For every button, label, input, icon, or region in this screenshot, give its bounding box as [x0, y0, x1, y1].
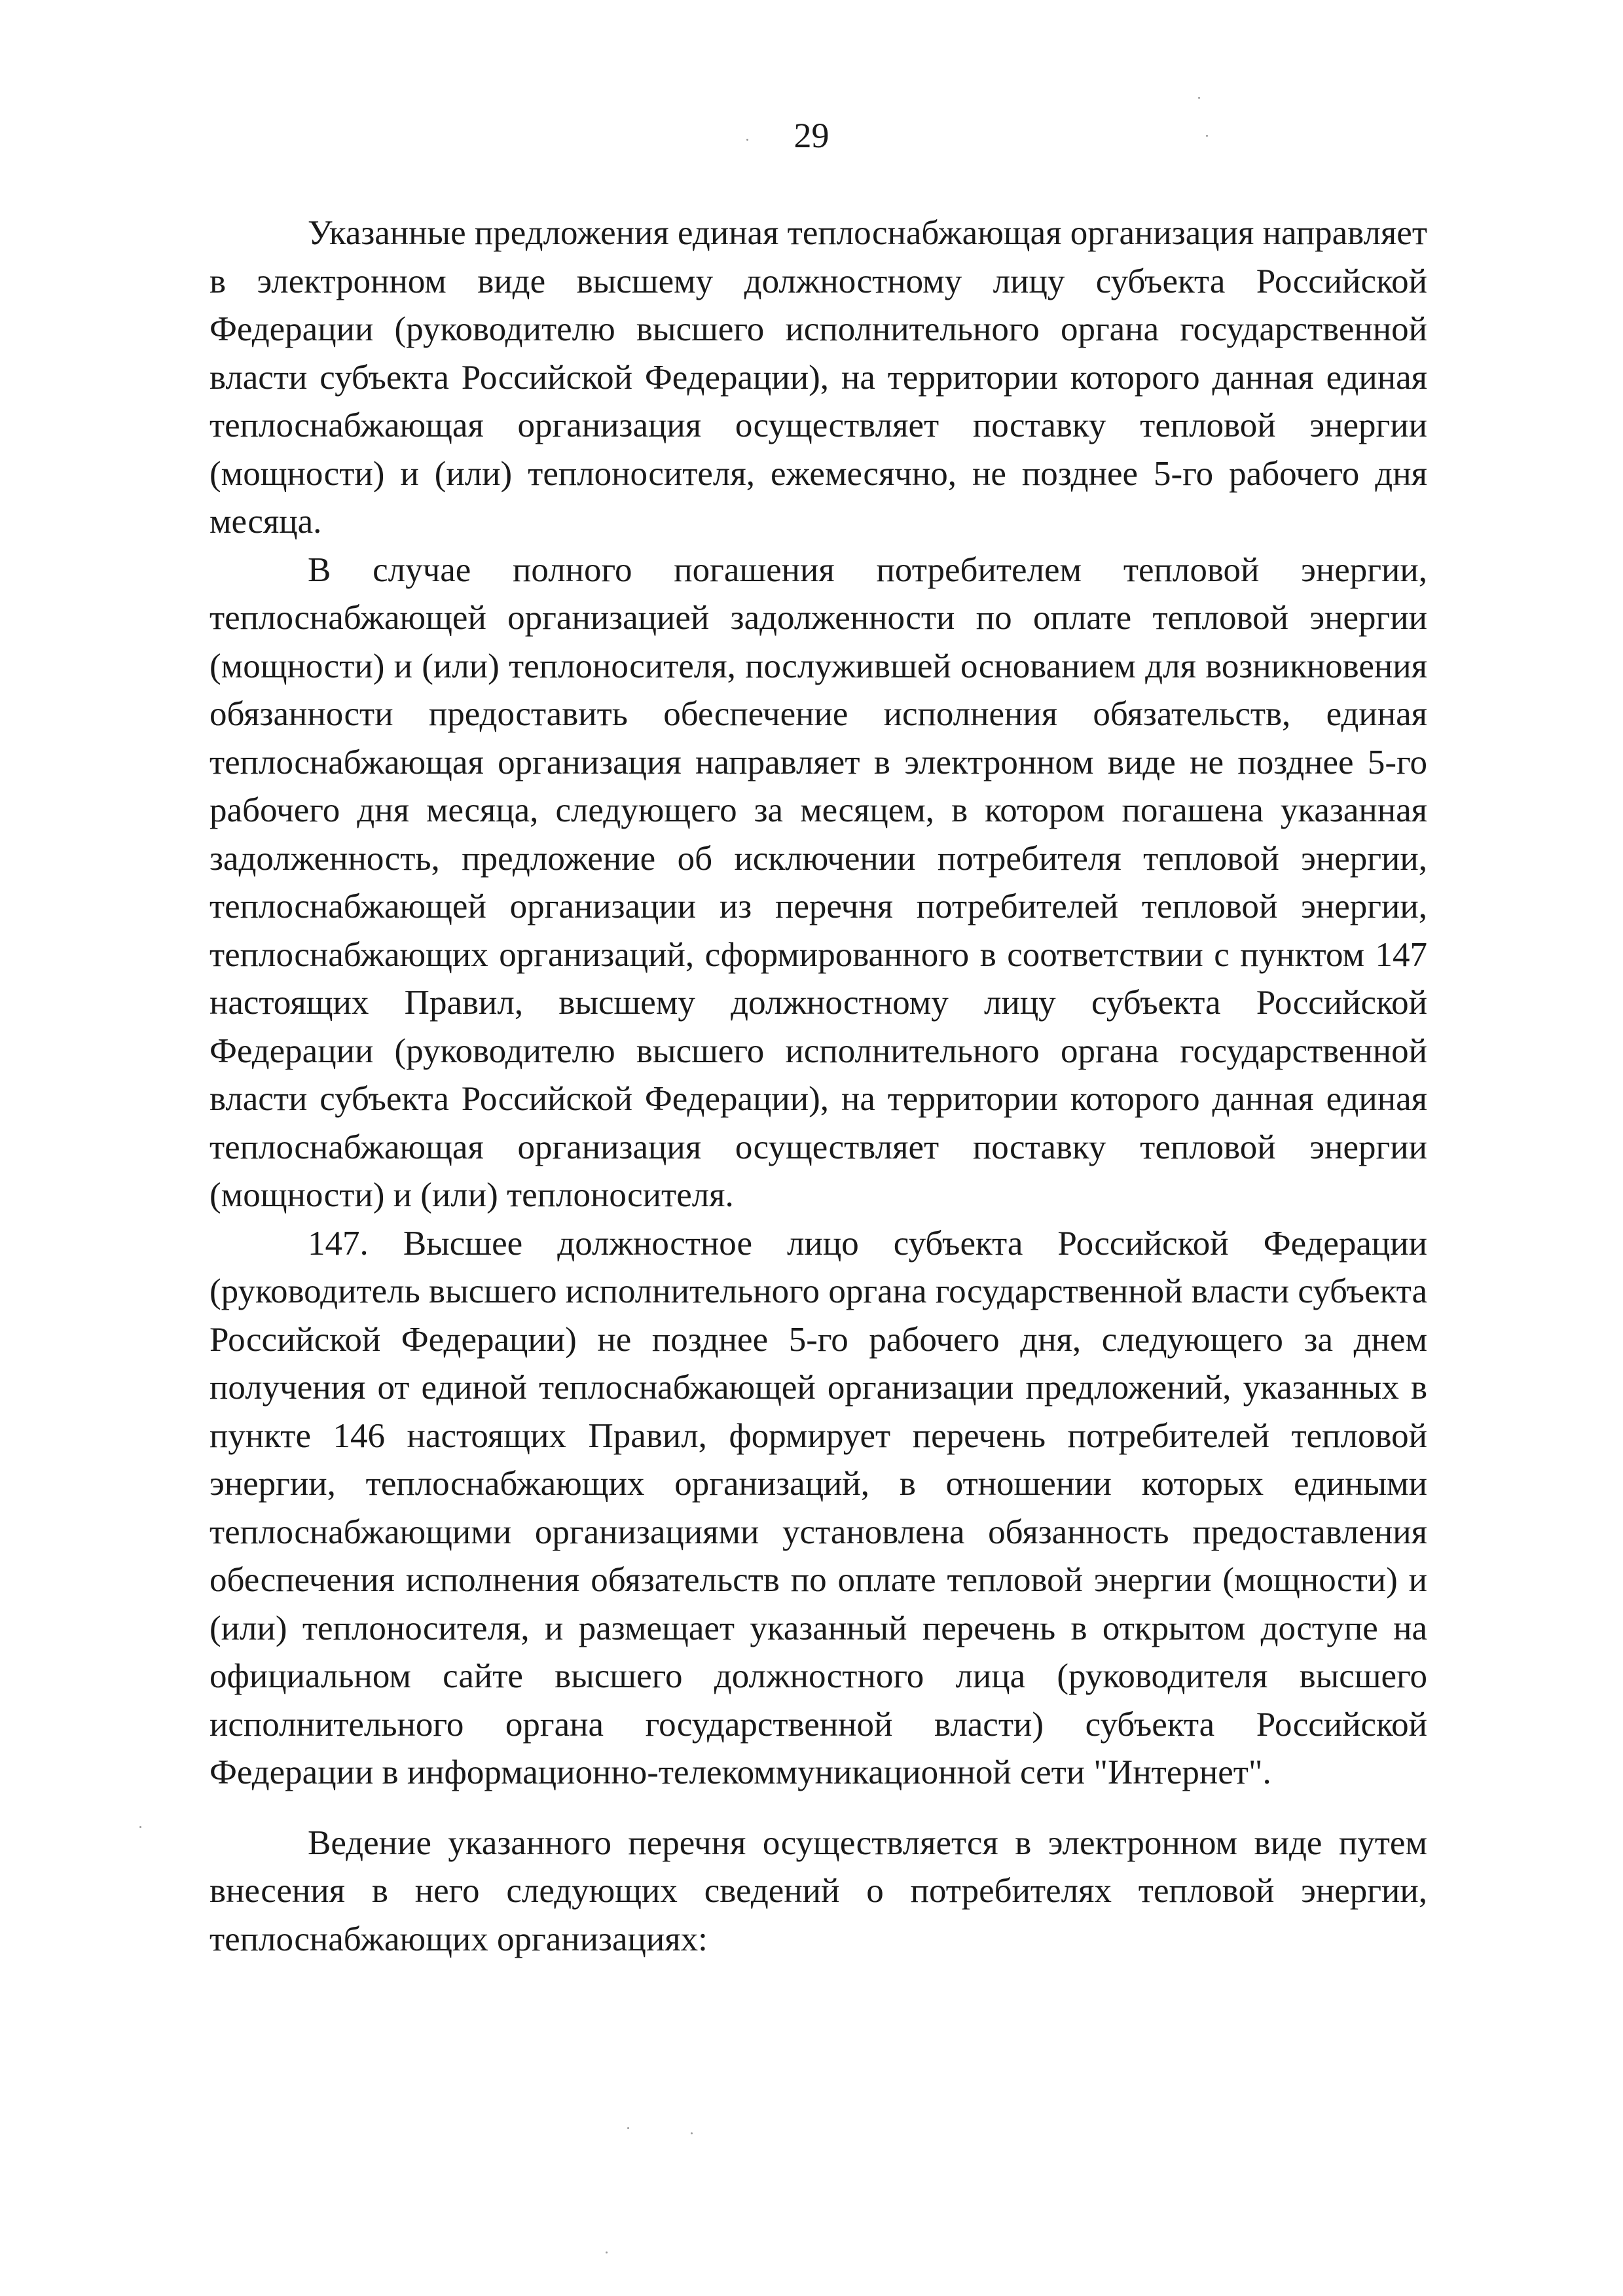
page-number: 29 [793, 116, 830, 155]
scan-speck [691, 2132, 693, 2134]
scan-speck [139, 1826, 141, 1828]
scan-speck [627, 2127, 629, 2129]
paragraph-proposals-sending: Указанные предложения единая теплоснабжающая организация направляет в электронном виде высшему должностному лицу субъекта Российской Федерации (руководителю высшего исполнительного органа государственной власти субъекта Российской Федерации), на территории которого данная единая теплоснабжающая организация осуществляет поставку тепловой энергии (мощности) и (или) теплоносителя, ежемесячно, не позднее 5-го рабочего дня месяца. [210, 214, 1427, 541]
scan-speck [1198, 97, 1200, 99]
paragraph-debt-repayment: В случае полного погашения потребителем тепловой энергии, теплоснабжающей организацией задолженности по оплате тепловой энергии (мощности) и (или) теплоносителя, послужившей основанием для возникновения обязанности предоставить обеспечение исполнения обязательств, единая теплоснабжающая организация направляет в электронном виде не позднее 5-го рабочего дня месяца, следующего за месяцем, в котором погашена указанная задолженность, предложение об исключении потребителя тепловой энергии, теплоснабжающей организации из перечня потребителей тепловой энергии, теплоснабжающих организаций, сформированного в соответствии с пунктом 147 настоящих Правил, высшему должностному лицу субъекта Российской Федерации (руководителю высшего исполнительного органа государственной власти субъекта Российской Федерации), на территории которого данная единая теплоснабжающая организация осуществляет поставку тепловой энергии (мощности) и (или) теплоносителя. [210, 550, 1427, 1214]
scan-speck [746, 139, 748, 141]
scan-speck [1206, 135, 1208, 137]
paragraph-clause-147: 147. Высшее должностное лицо субъекта Российской Федерации (руководитель высшего исполнительного органа государственной власти субъекта Российской Федерации) не позднее 5-го рабочего дня, следующего за днем получения от единой теплоснабжающей организации предложений, указанных в пункте 146 настоящих Правил, формирует перечень потребителей тепловой энергии, теплоснабжающих организаций, в отношении которых едиными теплоснабжающими организациями установлена обязанность предоставления обеспечения исполнения обязательств по оплате тепловой энергии (мощности) и (или) теплоносителя, и размещает указанный перечень в открытом доступе на официальном сайте высшего должностного лица (руководителя высшего исполнительного органа государственной власти) субъекта Российской Федерации в информационно-телекоммуникационной сети "Интернет". [210, 1224, 1427, 1791]
scan-speck [606, 2251, 608, 2253]
paragraph-list-maintenance: Ведение указанного перечня осуществляется в электронном виде путем внесения в него следующих сведений о потребителях тепловой энергии, теплоснабжающих организациях: [210, 1823, 1427, 1958]
document-body [210, 209, 1427, 1964]
